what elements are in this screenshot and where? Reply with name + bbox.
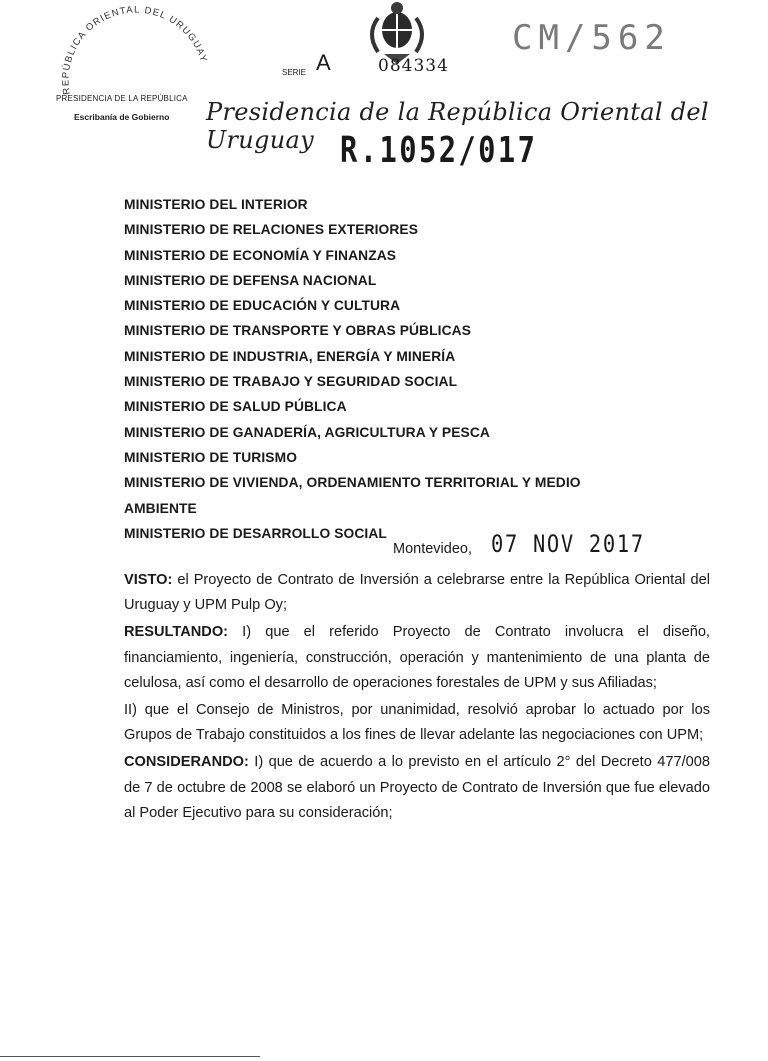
ministry-item: MINISTERIO DE VIVIENDA, ORDENAMIENTO TERRITORIAL Y MEDIO <box>124 475 581 491</box>
ministry-item: MINISTERIO DE GANADERÍA, AGRICULTURA Y PESCA <box>124 424 490 440</box>
serie-label: SERIE <box>282 68 307 77</box>
visto-paragraph <box>124 568 710 618</box>
ministry-item: MINISTERIO DE INDUSTRIA, ENERGÍA Y MINERÍA <box>124 348 456 364</box>
ministry-item: MINISTERIO DE SALUD PÚBLICA <box>124 399 347 415</box>
presidency-letterhead: Presidencia de la República Oriental del Uruguay <box>206 98 709 154</box>
ministry-item: MINISTERIO DE TRANSPORTE Y OBRAS PÚBLICAS <box>124 323 472 339</box>
cm-code-stamp: CM/562 <box>512 18 671 58</box>
ministry-item: MINISTERIO DEL INTERIOR <box>124 197 308 212</box>
visto-label: VISTO: <box>124 572 173 588</box>
resultando-paragraph <box>124 620 710 696</box>
resultando-paragraph-2: II) que el Consejo de Ministros, por unanimidad, resolvió aprobar lo actuado por los Grupos de Trabajo constituidos a los fines de llevar adelante las negociaciones con UPM; <box>124 702 710 744</box>
resultando-text-1: I) que el referido Proyecto de Contrato involucra el diseño, financiamiento, ingeniería, construcción, operación y mantenimiento de una planta de celulosa, así como el desarrollo de operaciones forestales de UPM y sus Afiliadas; <box>124 624 710 691</box>
ministry-item: MINISTERIO DE ECONOMÍA Y FINANZAS <box>124 247 397 263</box>
serie-letter: A <box>316 50 331 75</box>
ministry-item: MINISTERIO DE TURISMO <box>124 449 298 465</box>
ministry-item: MINISTERIO DE TRABAJO Y SEGURIDAD SOCIAL <box>124 374 458 390</box>
document-body <box>124 568 710 828</box>
serial-number: 084334 <box>378 56 449 76</box>
ministries-list <box>124 192 684 546</box>
presidencia-label: PRESIDENCIA DE LA REPÚBLICA <box>56 94 188 103</box>
footer-rule <box>0 1056 260 1057</box>
ministry-item: AMBIENTE <box>124 500 197 516</box>
resultando-label: RESULTANDO: <box>124 624 229 641</box>
ministry-item: MINISTERIO DE DEFENSA NACIONAL <box>124 272 377 288</box>
visto-text: el Proyecto de Contrato de Inversión a celebrarse entre la República Oriental del Uruguay y UPM Pulp Oy; <box>124 572 710 614</box>
escribania-label: Escribanía de Gobierno <box>74 112 170 122</box>
date-stamp: 07 NOV 2017 <box>491 530 645 558</box>
ministry-item: MINISTERIO DE EDUCACIÓN Y CULTURA <box>124 298 401 314</box>
svg-text:REPÚBLICA ORIENTAL DEL URUGUAY: REPÚBLICA ORIENTAL DEL URUGUAY <box>60 6 210 96</box>
considerando-label: CONSIDERANDO: <box>124 754 249 771</box>
considerando-text-1: I) que de acuerdo a lo previsto en el artículo 2° del Decreto 477/008 de 7 de octubre de 2008 se elaboró un Proyecto de Contrato de Inversión que fue elevado al Poder Ejecutivo para su consideración; <box>124 754 710 821</box>
considerando-paragraph <box>124 750 710 826</box>
place-label: Montevideo, <box>393 541 472 557</box>
resolution-number: R.1052/017 <box>340 130 538 171</box>
ministry-item: MINISTERIO DE RELACIONES EXTERIORES <box>124 222 419 238</box>
ministry-item: MINISTERIO DE DESARROLLO SOCIAL <box>124 525 387 541</box>
